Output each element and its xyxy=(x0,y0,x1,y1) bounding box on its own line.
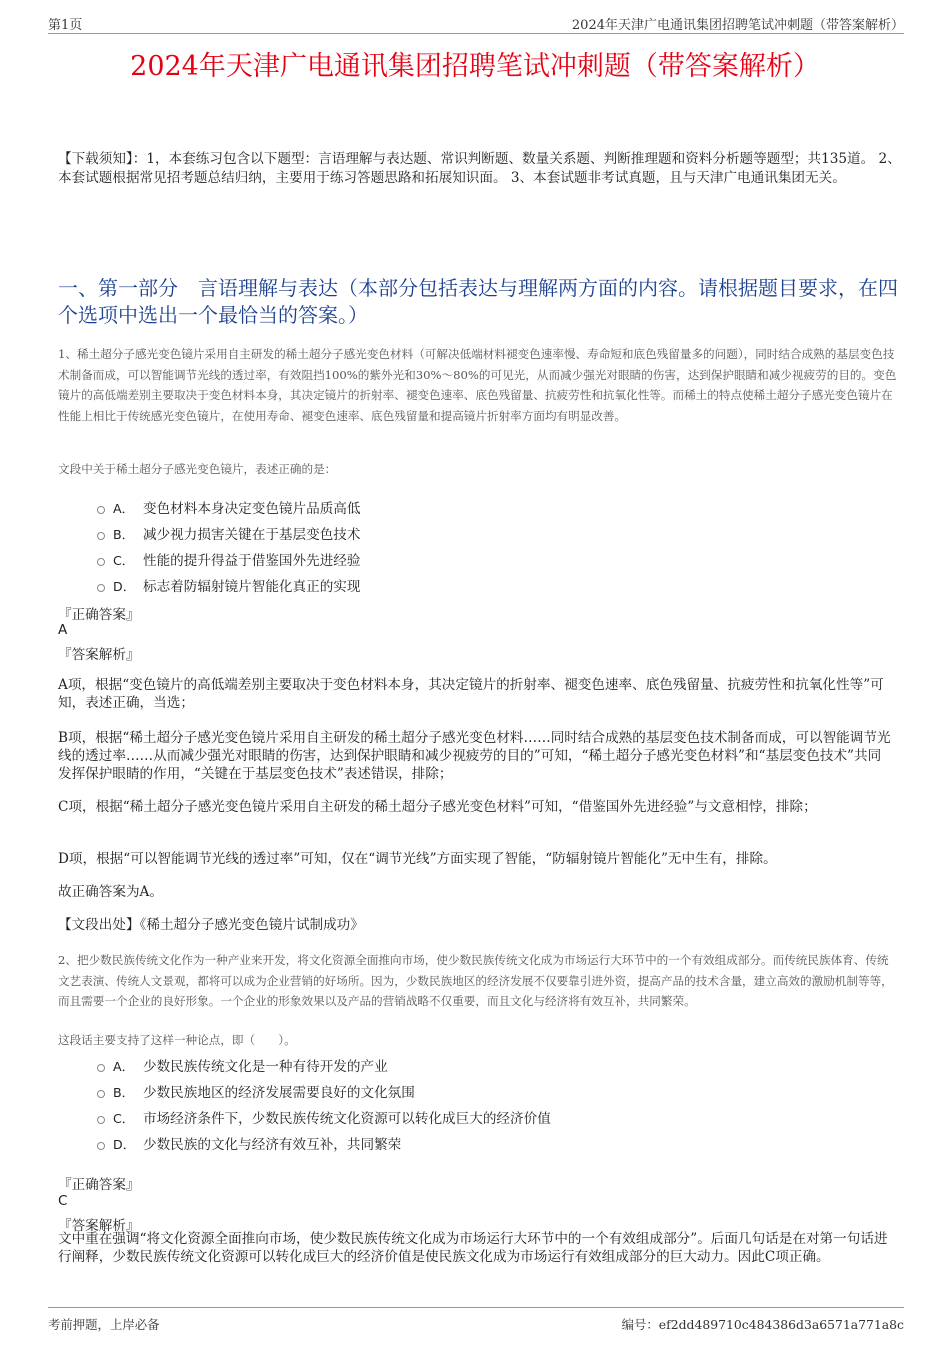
radio-icon[interactable] xyxy=(97,1090,105,1098)
radio-icon[interactable] xyxy=(97,1116,105,1124)
q2-option-a[interactable]: A． 少数民族传统文化是一种有待开发的产业 xyxy=(97,1055,388,1075)
page-title: 2024年天津广电通讯集团招聘笔试冲刺题（带答案解析） xyxy=(130,51,820,82)
radio-icon[interactable] xyxy=(97,1142,105,1150)
question-2-stem: 2、把少数民族传统文化作为一种产业来开发，将文化资源全面推向市场，使少数民族传统文化成为市场运行大环节中的一个有效组成部分。而传统民族体育、传统文艺表演、传统人文景观，都将可以成为企业营销的好场所。因为，少数民族地区的经济发展不仅要靠引进外资，提高产品的技术含量，建立高效的激励机制等等，而且需要一个企业的良好形象。一个企业的形象效果以及产品的营销战略不仅重要，而且文化与经济将有效互补，共同繁荣。 xyxy=(58,953,893,1008)
section-heading: 一、第一部分 言语理解与表达（本部分包括表达与理解两方面的内容。请根据题目要求，在四个选项中选出一个最恰当的答案。） xyxy=(58,276,898,327)
radio-icon[interactable] xyxy=(97,532,105,540)
q1-analysis-b: B项，根据“稀土超分子感光变色镜片采用自主研发的稀土超分子感光变色材料……同时结合成熟的基层变色技术制备而成，可以智能调节光线的透过率……从而减少强光对眼睛的伤害，达到保护眼睛和减少视疲劳的目的”可知，“稀土超分子感光变色材料”和“基层变色技术”共同发挥保护眼睛的作用，“关键在于基层变色技术”表述错误，排除； xyxy=(58,730,891,782)
q1-answer-label: 『正确答案』 xyxy=(58,607,140,623)
q1-analysis-label: 『答案解析』 xyxy=(58,647,140,663)
radio-icon[interactable] xyxy=(97,506,105,514)
header-doc-title: 2024年天津广电通讯集团招聘笔试冲刺题（带答案解析） xyxy=(571,18,904,33)
footer-doc-id: 编号：ef2dd489710c484386d3a6571a771a8c xyxy=(621,1317,904,1332)
q1-option-d[interactable]: D． 标志着防辐射镜片智能化真正的实现 xyxy=(97,575,361,595)
q1-option-c[interactable]: C． 性能的提升得益于借鉴国外先进经验 xyxy=(97,549,361,569)
radio-icon[interactable] xyxy=(97,584,105,592)
q1-analysis-d: D项，根据“可以智能调节光线的透过率”可知，仅在“调节光线”方面实现了智能，“防辐射镜片智能化”无中生有，排除。 xyxy=(58,851,777,867)
question-1-stem: 1、稀土超分子感光变色镜片采用自主研发的稀土超分子感光变色材料（可解决低端材料褪变色速率慢、寿命短和底色残留量多的问题），同时结合成熟的基层变色技术制备而成，可以智能调节光线的透过率，有效阻挡100%的紫外光和30%～80%的可见光，从而减少强光对眼睛的伤害，达到保护眼睛和减少视疲劳的目的。变色镜片的高低端差别主要取决于变色材料本身，其决定镜片的折射率、褪变色速率、底色残留量、抗疲劳性和抗氧化性等。而稀土的特点使稀土超分子感光变色镜片在性能上相比于传统感光变色镜片，在使用寿命、褪变色速率、底色残留量和提高镜片折射率方面均有明显改善。 xyxy=(58,347,897,423)
q2-answer: C xyxy=(58,1193,68,1209)
q1-option-b[interactable]: B． 减少视力损害关键在于基层变色技术 xyxy=(97,523,361,543)
q1-option-a[interactable]: A． 变色材料本身决定变色镜片品质高低 xyxy=(97,497,361,517)
radio-icon[interactable] xyxy=(97,558,105,566)
page-footer xyxy=(48,1307,904,1333)
q1-conclusion: 故正确答案为A。 xyxy=(58,884,163,900)
page-header xyxy=(48,14,904,34)
q2-option-b[interactable]: B． 少数民族地区的经济发展需要良好的文化氛围 xyxy=(97,1081,415,1101)
q2-answer-label: 『正确答案』 xyxy=(58,1177,140,1193)
question-2-prompt: 这段话主要支持了这样一种论点，即（ ）。 xyxy=(58,1033,296,1047)
q2-analysis-label: 『答案解析』 xyxy=(58,1218,140,1234)
q1-source: 【文段出处】《稀土超分子感光变色镜片试制成功》 xyxy=(58,917,364,933)
q1-analysis-a: A项，根据“变色镜片的高低端差别主要取决于变色材料本身，其决定镜片的折射率、褪变色速率、底色残留量、抗疲劳性和抗氧化性等”可知，表述正确，当选； xyxy=(58,677,884,711)
q2-analysis: 文中重在强调“将文化资源全面推向市场，使少数民族传统文化成为市场运行大环节中的一个有效组成部分”。后面几句话是在对第一句话进行阐释，少数民族传统文化资源可以转化成巨大的经济价值是使民族文化成为市场运行有效组成部分的巨大动力。因此C项正确。 xyxy=(58,1231,888,1265)
q2-option-c[interactable]: C． 市场经济条件下，少数民族传统文化资源可以转化成巨大的经济价值 xyxy=(97,1107,551,1127)
download-notice: 【下载须知】：1，本套练习包含以下题型：言语理解与表达题、常识判断题、数量关系题、判断推理题和资料分析题等题型；共135道。 2、本套试题根据常见招考题总结归纳，主要用于练习答题思路和拓展知识面。 3、本套试题非考试真题，且与天津广电通讯集团无关。 xyxy=(58,151,901,186)
radio-icon[interactable] xyxy=(97,1064,105,1072)
q1-analysis-c: C项，根据“稀土超分子感光变色镜片采用自主研发的稀土超分子感光变色材料”可知，“借鉴国外先进经验”与文意相悖，排除； xyxy=(58,799,817,815)
question-1-prompt: 文段中关于稀土超分子感光变色镜片，表述正确的是： xyxy=(58,462,337,476)
page-number: 第1页 xyxy=(48,18,83,33)
q2-option-d[interactable]: D． 少数民族的文化与经济有效互补，共同繁荣 xyxy=(97,1133,401,1153)
q1-answer: A xyxy=(58,622,68,638)
footer-slogan: 考前押题，上岸必备 xyxy=(48,1317,160,1332)
